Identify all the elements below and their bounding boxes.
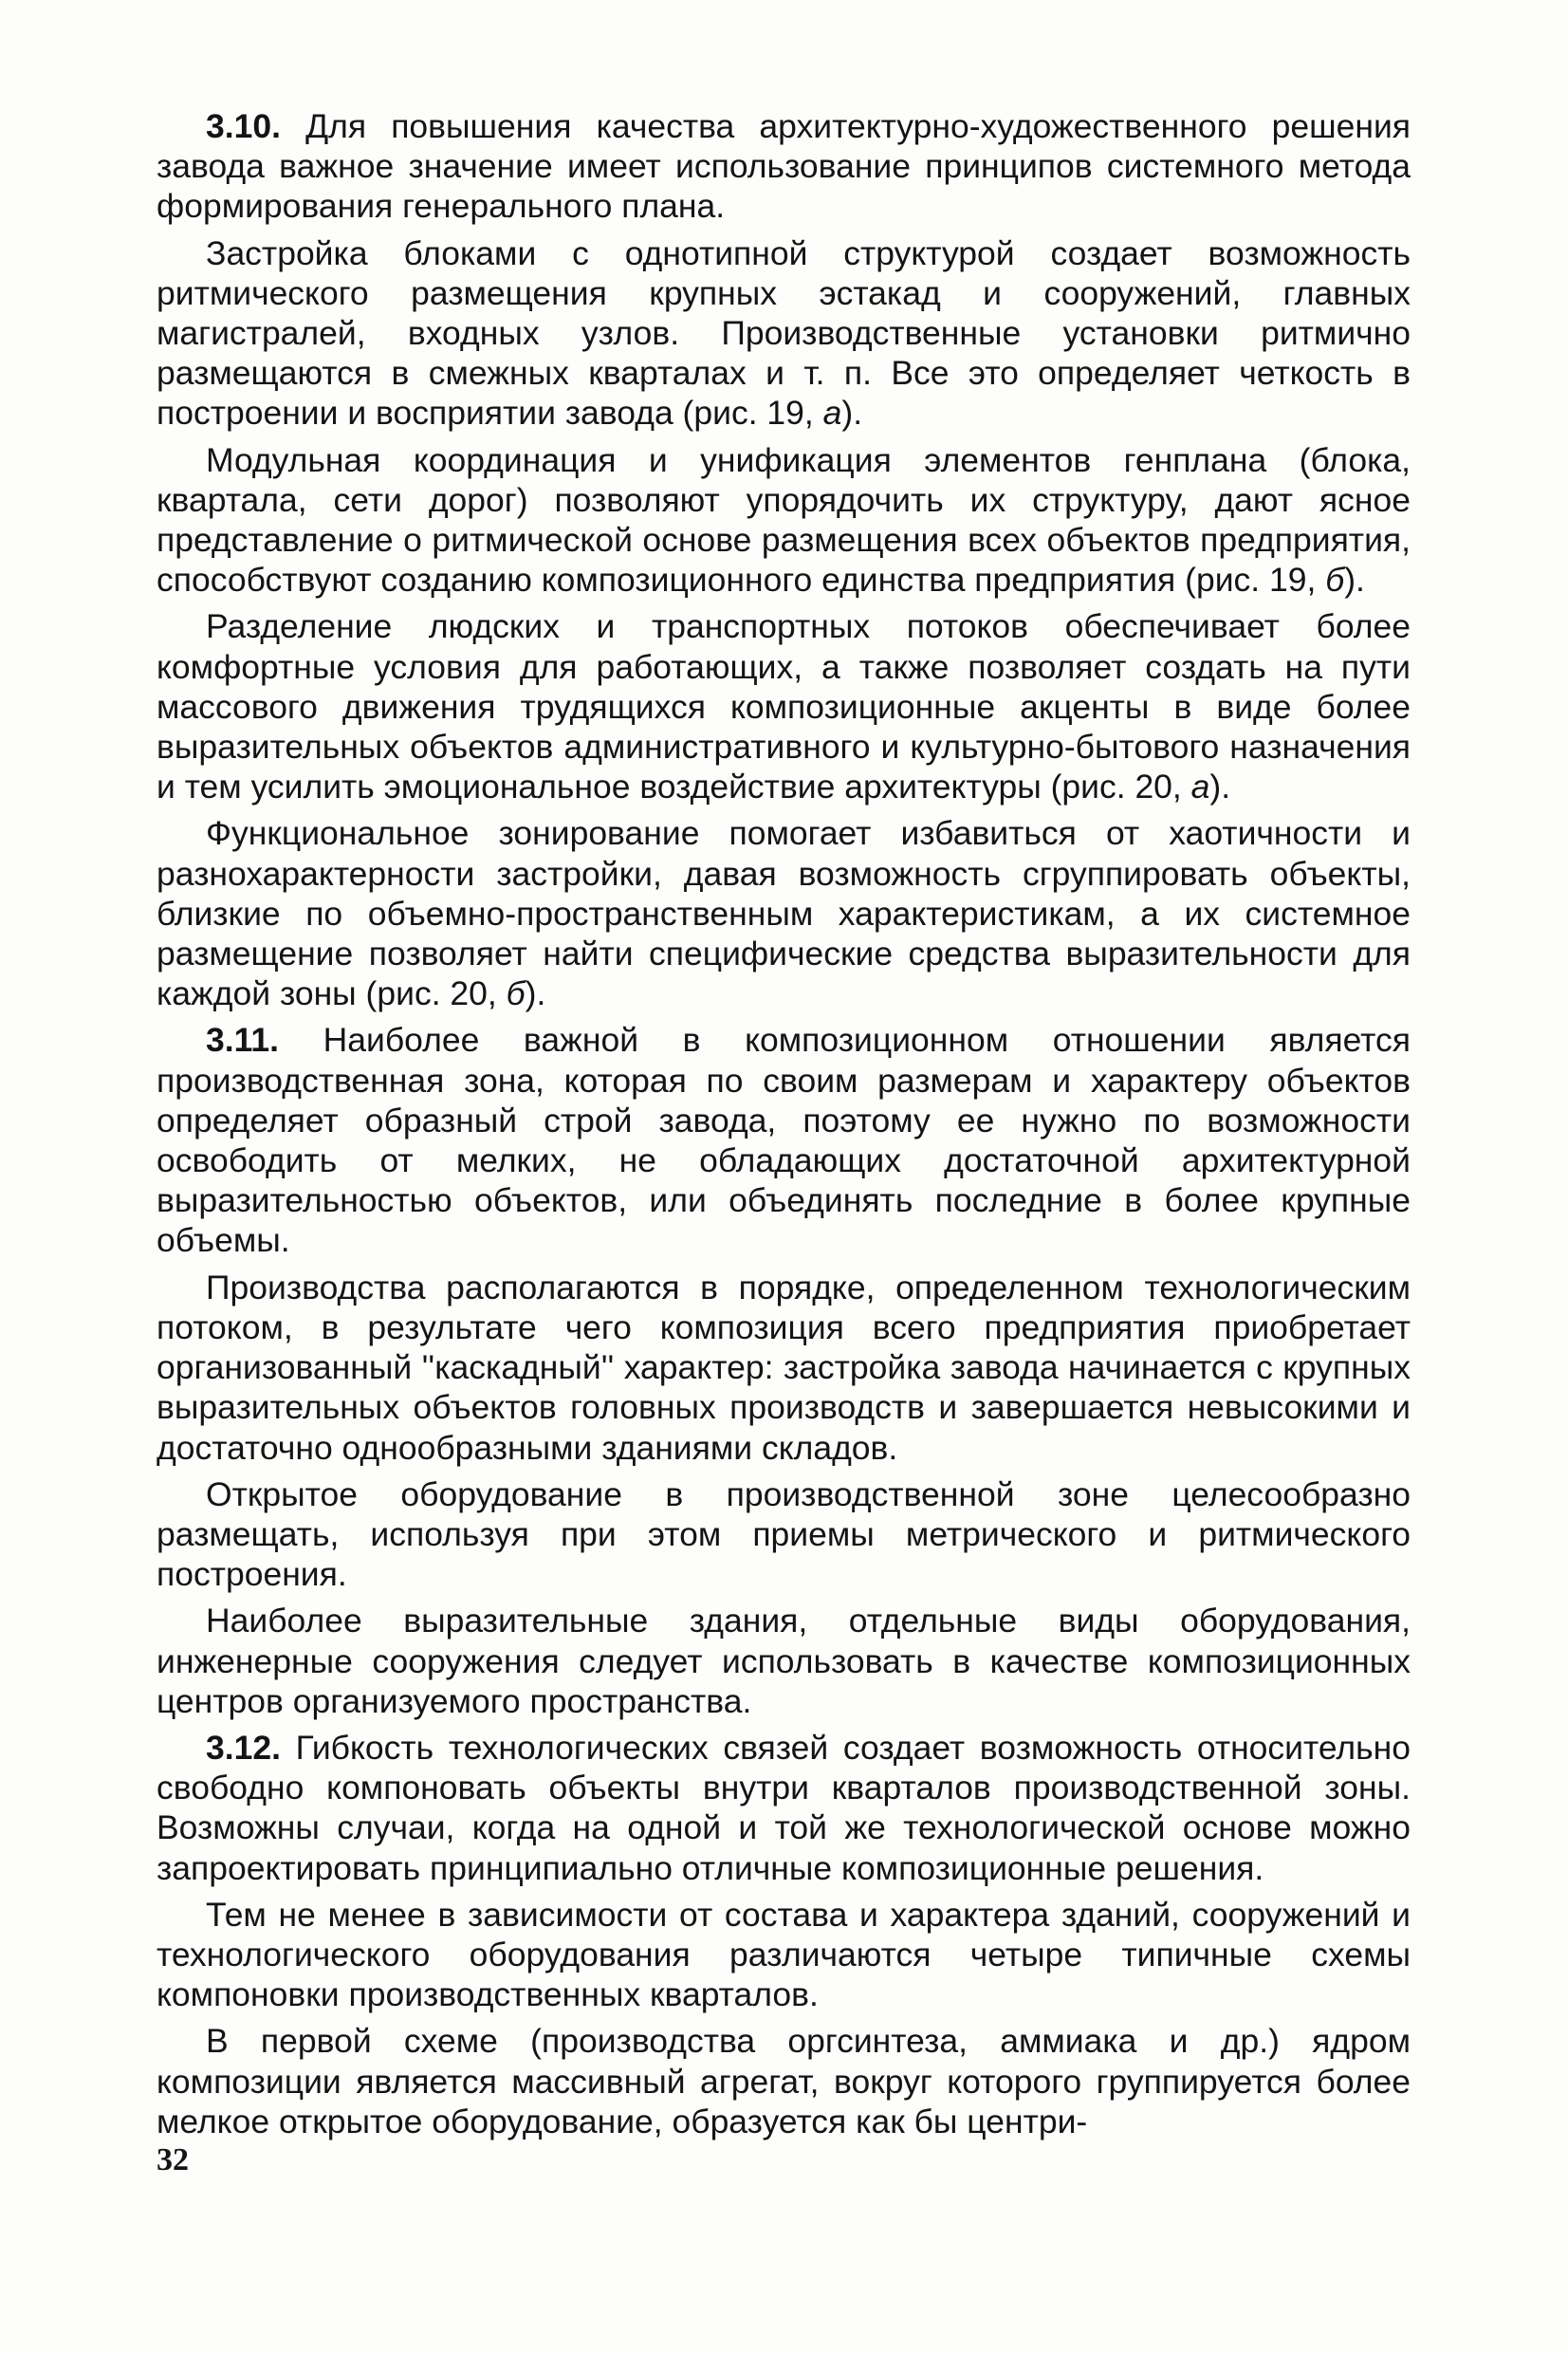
figure-letter: б <box>1325 561 1345 600</box>
paragraph-text: Наиболее выразительные здания, отдельные виды оборудования, инженерные сооружения следует использовать в качестве композиционных центров организуемого пространства. <box>157 1602 1411 1720</box>
paragraph-text: ). <box>1344 561 1365 600</box>
paragraph-text: Разделение людских и транспортных потоков обеспечивает более комфортные условия для работающих, а также позволяет создать на пути массового движения трудящихся композиционные акценты в виде более выразительных объектов административного и культурно-бытового назначения и тем усилить эмоциональное воздействие архитектуры (рис. 20, <box>157 607 1411 806</box>
paragraph-text: Производства располагаются в порядке, определенном технологическим потоком, в результате чего композиция всего предприятия приобретает организованный ''каскадный'' характер: застройка завода начинается с крупных выразительных объектов головных производств и завершается невысокими и достаточно однообразными зданиями складов. <box>157 1268 1411 1467</box>
figure-letter: а <box>822 394 842 433</box>
paragraph-text: Застройка блоками с однотипной структурой создает возможность ритмического размещения крупных эстакад и сооружений, главных магистралей, входных узлов. Производственные установки ритмично размещаются в смежных кварталах и т. п. Все это определяет четкость в построении и восприятии завода (рис. 19, <box>157 233 1411 433</box>
section-number: 3.10. <box>206 107 281 145</box>
figure-letter: б <box>506 974 526 1013</box>
paragraph <box>157 2021 1411 2141</box>
paragraph-text: Тем не менее в зависимости от состава и характера зданий, сооружений и технологического оборудования различаются четыре типичные схемы компоновки производственных кварталов. <box>157 1895 1411 2014</box>
paragraph-text: ). <box>841 394 863 433</box>
body-text <box>157 106 1411 2148</box>
paragraph-text: В первой схеме (производства оргсинтеза, аммиака и др.) ядром композиции является массивный агрегат, вокруг которого группируется более мелкое открытое оборудование, образуется как бы центри- <box>157 2022 1411 2140</box>
paragraph <box>157 813 1411 1013</box>
paragraph-text: Модульная координация и унификация элементов генплана (блока, квартала, сети дорог) позволяют упорядочить их структуру, дают ясное представление о ритмической основе размещения всех объектов предприятия, способствуют созданию композиционного единства предприятия (рис. 19, <box>157 440 1411 600</box>
paragraph <box>157 440 1411 601</box>
paragraph <box>157 233 1411 434</box>
paragraph-text: Гибкость технологических связей создает возможность относительно свободно компоновать объекты внутри кварталов производственной зоны. Возможны случаи, когда на одной и той же технологической основе можно запроектировать принципиально отличные композиционные решения. <box>157 1728 1411 1887</box>
paragraph-text: Наиболее важной в композиционном отношении является производственная зона, которая по своим размерам и характеру объектов определяет образный строй завода, поэтому ее нужно по возможности освободить от мелких, не обладающих достаточной архитектурной выразительностью объектов, или объединять последние в более крупные объемы. <box>157 1021 1411 1260</box>
paragraph <box>157 1728 1411 1888</box>
paragraph <box>157 606 1411 806</box>
paragraph <box>157 1268 1411 1468</box>
paragraph-text: Открытое оборудование в производственной зоне целесообразно размещать, используя при этом приемы метрического и ритмического построения. <box>157 1474 1411 1594</box>
paragraph <box>157 1474 1411 1595</box>
paragraph-text: Функциональное зонирование помогает избавиться от хаотичности и разнохарактерности застройки, давая возможность сгруппировать объекты, близкие по объемно-пространственным характеристикам, а их системное размещение позволяет найти специфические средства выразительности для каждой зоны (рис. 20, <box>157 814 1411 1013</box>
page-number: 32 <box>157 2142 189 2177</box>
paragraph <box>157 1601 1411 1721</box>
paragraph <box>157 1895 1411 2015</box>
paragraph-text: ). <box>525 974 546 1013</box>
figure-letter: а <box>1190 768 1210 806</box>
section-number: 3.12. <box>206 1728 281 1767</box>
section-number: 3.11. <box>206 1021 279 1060</box>
paragraph-text: Для повышения качества архитектурно-художественного решения завода важное значение имеет использование принципов системного метода формирования генерального плана. <box>157 107 1411 226</box>
paragraph <box>157 1020 1411 1260</box>
paragraph-text: ). <box>1209 768 1231 806</box>
paragraph <box>157 106 1411 227</box>
